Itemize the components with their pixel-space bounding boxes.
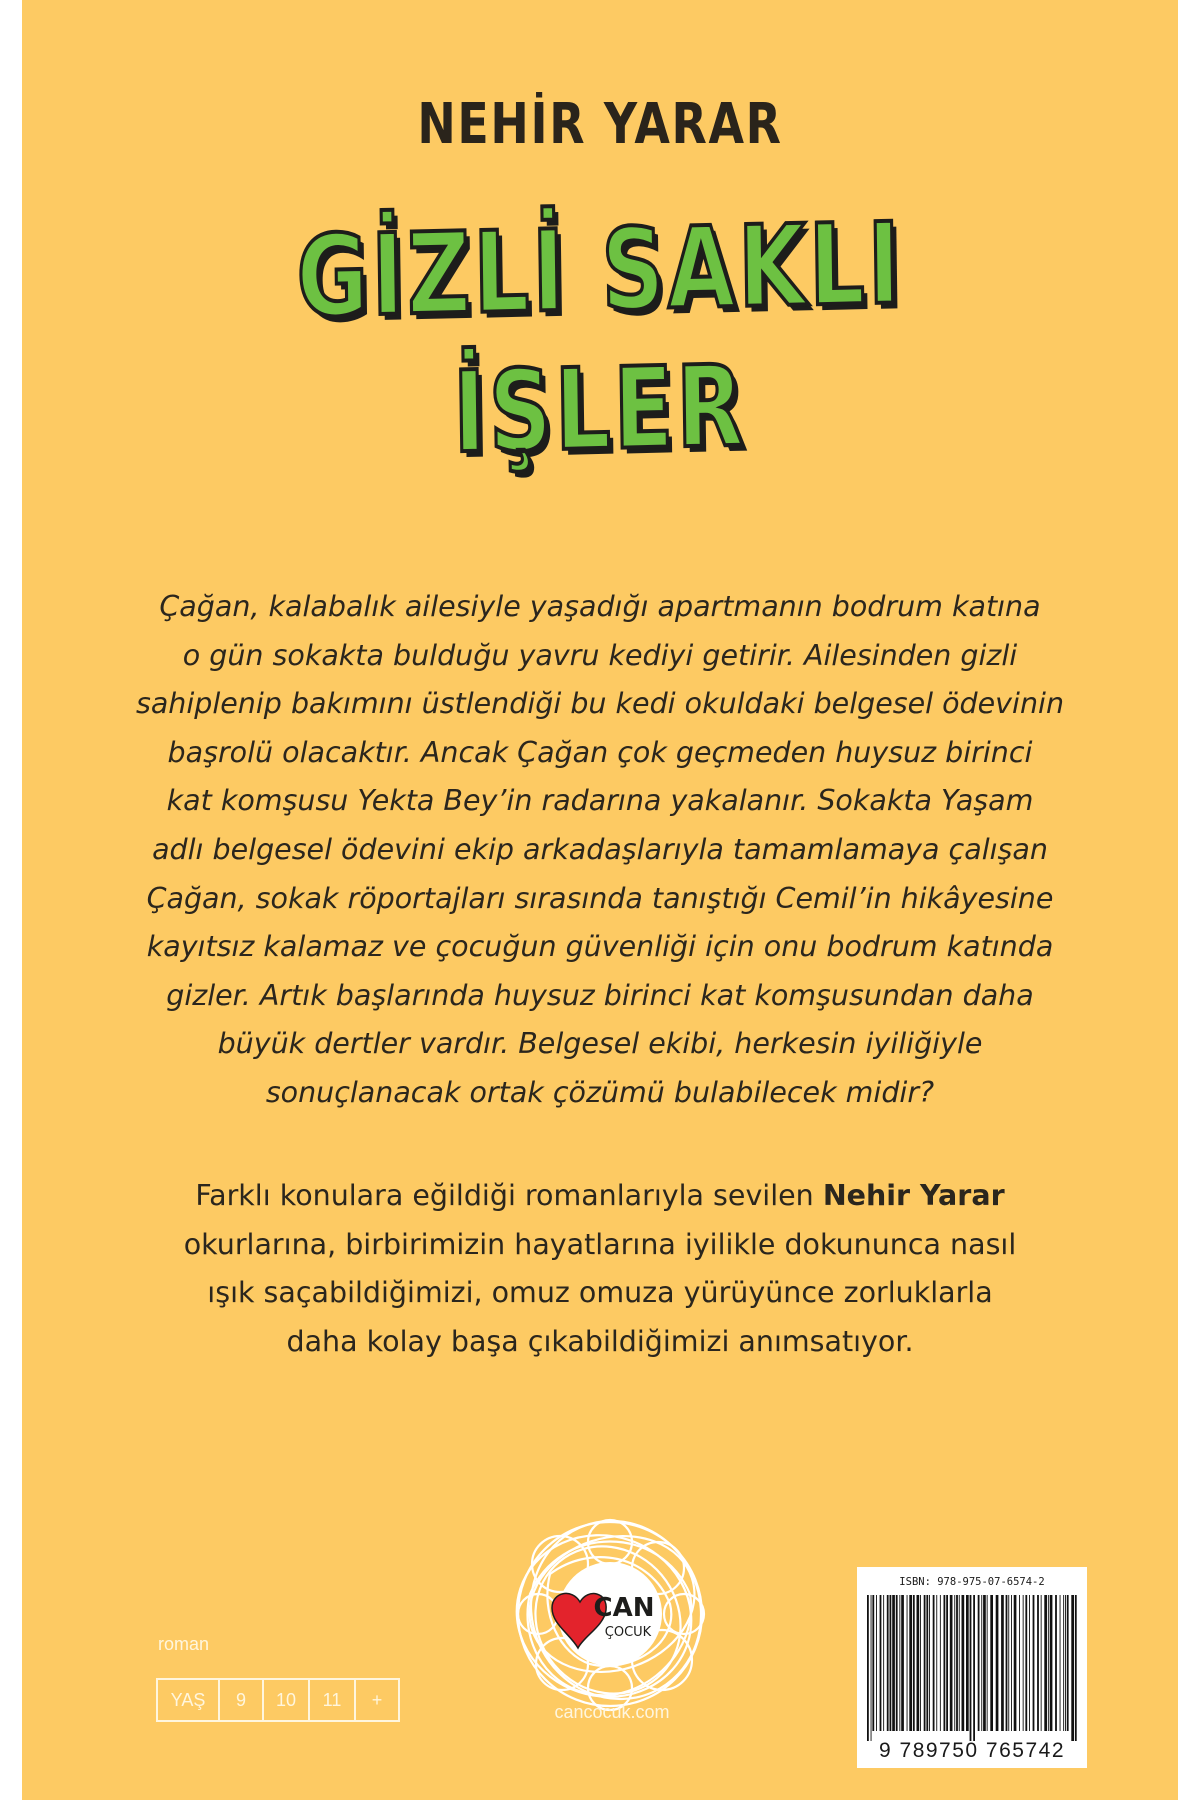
isbn-digits: 9 789750 765742 (879, 1739, 1065, 1762)
barcode-bar (1037, 1595, 1039, 1731)
barcode-bar (1050, 1595, 1053, 1731)
barcode-bar (1060, 1595, 1061, 1731)
barcode-bar (1006, 1595, 1008, 1731)
genre-label: roman (158, 1634, 210, 1654)
publisher-logo (500, 1504, 720, 1724)
barcode-bar (1067, 1595, 1069, 1731)
barcode-bar (901, 1595, 904, 1731)
barcode-bar (990, 1595, 993, 1731)
isbn-barcode (857, 1567, 1087, 1768)
barcode-bar (929, 1595, 930, 1731)
barcode-bar (1055, 1595, 1057, 1731)
synopsis-line: sahiplenip bakımını üstlendiği bu kedi okuldaki belgesel ödevinin (135, 687, 1065, 721)
age-range-box (156, 1678, 400, 1722)
barcode-bar (1023, 1595, 1024, 1731)
barcode-bar (1048, 1595, 1049, 1731)
author-note-line (132, 1172, 1068, 1221)
barcode-bar (973, 1595, 975, 1741)
book-title-line-2: İŞLER (452, 341, 748, 479)
barcode-bar (970, 1595, 972, 1741)
author-name: NEHİR YARAR (417, 92, 783, 157)
barcode-bar (907, 1595, 908, 1731)
barcode-bar (1071, 1595, 1074, 1741)
barcode-bar (954, 1595, 955, 1731)
synopsis-line: gizler. Artık başlarında huysuz birinci kat komşusundan daha (166, 978, 1034, 1012)
synopsis-line: o gün sokakta bulduğu yavru kediyi getirir. Ailesinden gizli (182, 638, 1018, 672)
age-value: 9 (218, 1680, 262, 1720)
barcode-bar (880, 1595, 882, 1731)
barcode-bar (896, 1595, 898, 1731)
barcode-bar (978, 1595, 980, 1731)
barcode-bar (987, 1595, 988, 1731)
author-note-name: Nehir Yarar (822, 1179, 1005, 1212)
barcode-bar (1075, 1595, 1077, 1741)
barcode-bar (892, 1595, 895, 1731)
isbn-label: ISBN: 978-975-07-6574-2 (899, 1576, 1045, 1588)
barcode-bar (890, 1595, 892, 1731)
synopsis-line: sonuçlanacak ortak çözümü bulabilecek midir? (265, 1075, 935, 1109)
barcode-bar (1001, 1595, 1004, 1731)
author-note (132, 1172, 1068, 1366)
barcode-bars (867, 1595, 1077, 1741)
barcode-bar (867, 1595, 869, 1741)
age-value: 11 (308, 1680, 354, 1720)
barcode-bar (924, 1595, 926, 1731)
barcode-bar (950, 1595, 953, 1731)
barcode-bar (1065, 1595, 1066, 1731)
barcode-bar (871, 1595, 872, 1741)
logo-text-can: CAN (593, 1593, 655, 1623)
barcode-bar (1025, 1595, 1027, 1731)
barcode-bar (946, 1595, 948, 1731)
barcode-bar (872, 1595, 874, 1731)
barcode-bar (1033, 1595, 1035, 1731)
barcode-bar (887, 1595, 889, 1731)
barcode-bar (909, 1595, 912, 1731)
age-label: YAŞ (170, 1690, 206, 1710)
synopsis (132, 583, 1068, 1118)
barcode-bar (962, 1595, 965, 1731)
barcode-bar (1044, 1595, 1047, 1731)
barcode-bar (917, 1595, 920, 1731)
book-back-cover (22, 0, 1178, 1800)
barcode-bar (940, 1595, 941, 1731)
author-note-line: okurlarına, birbirimizin hayatlarına iyilikle dokununca nasıl (183, 1227, 1017, 1261)
barcode-bar (983, 1595, 986, 1731)
barcode-bar (996, 1595, 999, 1731)
barcode-bar (920, 1595, 921, 1731)
synopsis-line: başrolü olacaktır. Ancak Çağan çok geçmeden huysuz birinci (167, 735, 1033, 769)
barcode-bar (913, 1595, 915, 1731)
logo-text-cocuk: ÇOCUK (604, 1625, 652, 1640)
author-note-prefix: Farklı konulara eğildiği romanlarıyla sevilen (195, 1179, 823, 1212)
barcode-bar (936, 1595, 937, 1731)
synopsis-line: kayıtsız kalamaz ve çocuğun güvenliği için onu bodrum katında (146, 930, 1054, 964)
barcode-bar (944, 1595, 946, 1731)
barcode-bar (1008, 1595, 1009, 1731)
barcode-bar (1019, 1595, 1020, 1731)
book-title-line-1: GİZLİ SAKLI (295, 199, 905, 343)
barcode-bar (966, 1595, 969, 1731)
synopsis-line: adlı belgesel ödevini ekip arkadaşlarıyla tamamlamaya çalışan (152, 832, 1048, 866)
barcode-bar (956, 1595, 958, 1731)
author-note-line: ışık saçabildiğimizi, omuz omuza yürüyünce zorluklarla (207, 1276, 993, 1310)
barcode-bar (926, 1595, 928, 1731)
publisher-website: cancocuk.com (554, 1702, 670, 1722)
barcode-bar (1063, 1595, 1064, 1731)
barcode-bar (899, 1595, 900, 1731)
barcode-bar (1041, 1595, 1042, 1731)
age-value: 10 (262, 1680, 308, 1720)
age-value: + (354, 1680, 398, 1720)
barcode-bar (1011, 1595, 1012, 1731)
barcode-bar (959, 1595, 960, 1731)
barcode-bar (1029, 1595, 1030, 1731)
barcode-bar (933, 1595, 935, 1731)
synopsis-line: büyük dertler vardır. Belgesel ekibi, herkesin iyiliğiyle (217, 1027, 983, 1061)
synopsis-line: Çağan, sokak röportajları sırasında tanıştığı Cemil’in hikâyesine (146, 881, 1054, 915)
barcode-bar (1014, 1595, 1017, 1731)
barcode-bar (876, 1595, 877, 1731)
barcode-bar (981, 1595, 982, 1731)
barcode-bar (883, 1595, 884, 1731)
synopsis-line: kat komşusu Yekta Bey’in radarına yakalanır. Sokakta Yaşam (166, 784, 1034, 818)
synopsis-line: Çağan, kalabalık ailesiyle yaşadığı apartmanın bodrum katına (159, 590, 1041, 623)
author-note-line: daha kolay başa çıkabildiğimizi anımsatıyor. (286, 1324, 914, 1358)
